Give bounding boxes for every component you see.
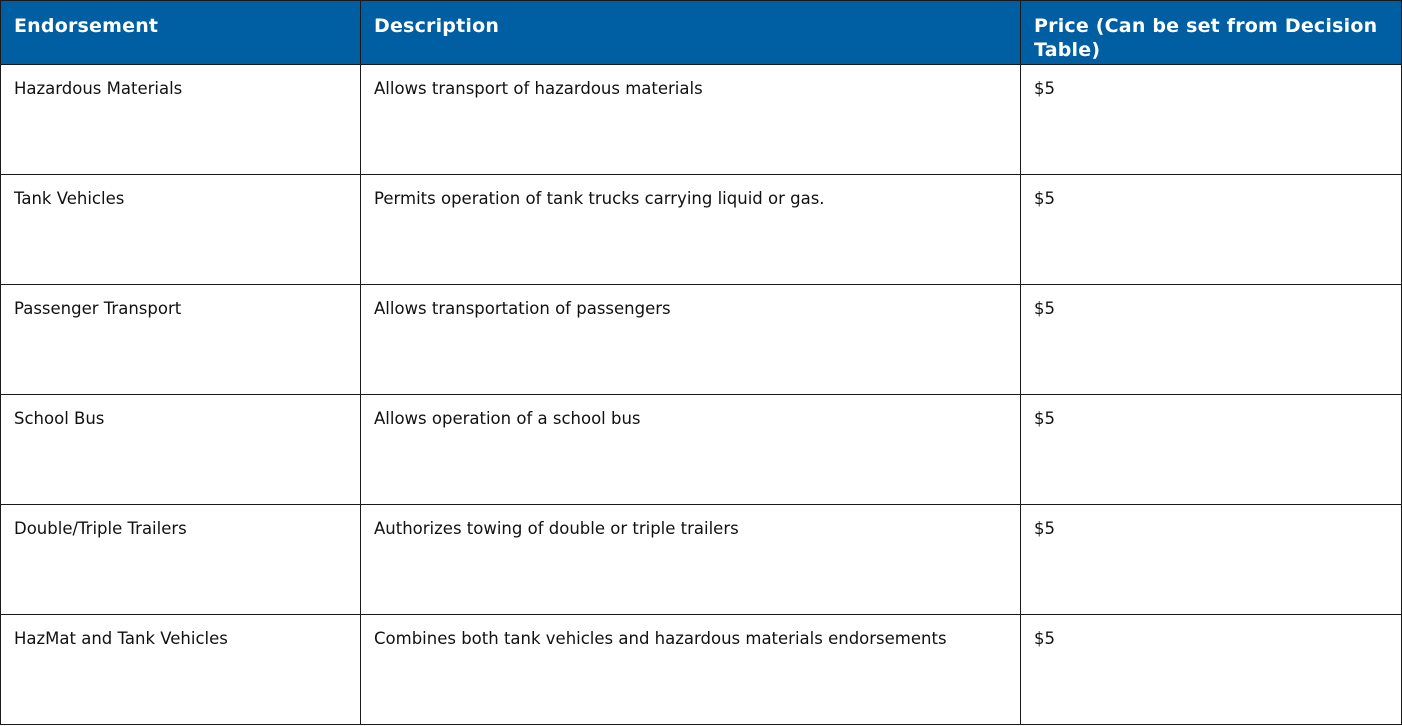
table-row (1, 285, 1402, 395)
cell-price: $5 (1021, 615, 1402, 725)
cell-price: $5 (1021, 175, 1402, 285)
cell-description: Allows transport of hazardous materials (361, 65, 1021, 175)
table-row (1, 395, 1402, 505)
table-row (1, 615, 1402, 725)
cell-endorsement: HazMat and Tank Vehicles (1, 615, 361, 725)
cell-endorsement: Hazardous Materials (1, 65, 361, 175)
cell-price: $5 (1021, 505, 1402, 615)
table-body (1, 65, 1402, 725)
cell-description: Permits operation of tank trucks carrying liquid or gas. (361, 175, 1021, 285)
cell-price: $5 (1021, 65, 1402, 175)
cell-description: Allows transportation of passengers (361, 285, 1021, 395)
cell-endorsement: School Bus (1, 395, 361, 505)
header-price: Price (Can be set from Decision Table) (1021, 1, 1402, 65)
cell-endorsement: Passenger Transport (1, 285, 361, 395)
cell-price: $5 (1021, 285, 1402, 395)
table-row (1, 175, 1402, 285)
header-endorsement: Endorsement (1, 1, 361, 65)
cell-endorsement: Double/Triple Trailers (1, 505, 361, 615)
header-row (1, 1, 1402, 65)
table-header (1, 1, 1402, 65)
cell-description: Combines both tank vehicles and hazardous materials endorsements (361, 615, 1021, 725)
header-description: Description (361, 1, 1021, 65)
cell-description: Allows operation of a school bus (361, 395, 1021, 505)
cell-description: Authorizes towing of double or triple trailers (361, 505, 1021, 615)
table-row (1, 65, 1402, 175)
cell-endorsement: Tank Vehicles (1, 175, 361, 285)
table-row (1, 505, 1402, 615)
cell-price: $5 (1021, 395, 1402, 505)
